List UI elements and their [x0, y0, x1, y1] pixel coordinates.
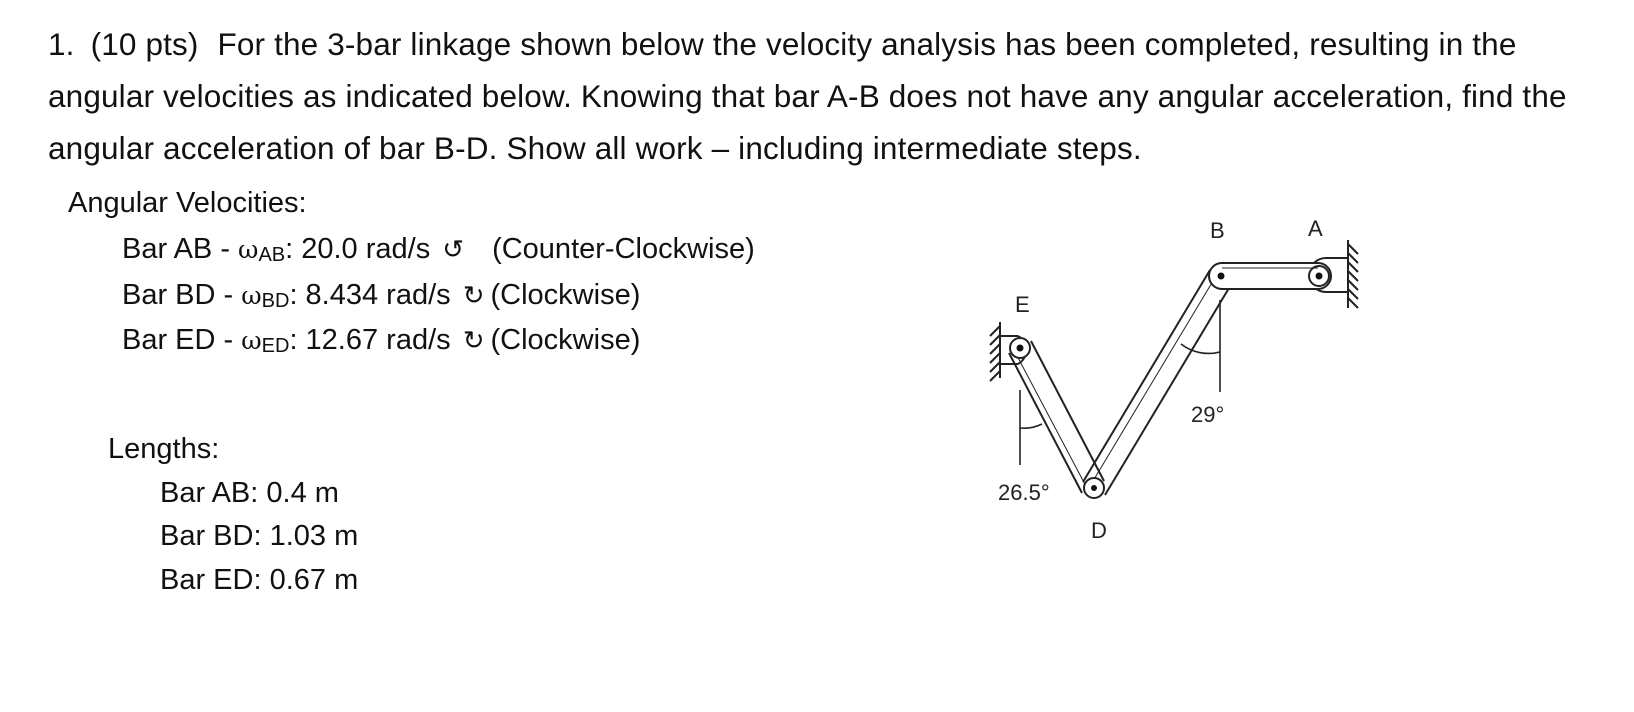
- velocity-value: : 20.0 rad/s: [285, 233, 431, 265]
- lengths-title: Lengths:: [108, 433, 220, 465]
- omega-symbol: ω: [238, 235, 259, 264]
- length-ed: Bar ED: 0.67 m: [160, 564, 359, 596]
- label-e: E: [1015, 292, 1030, 317]
- label-b: B: [1210, 218, 1225, 243]
- problem-text: For the 3-bar linkage shown below the velocity analysis has been completed, resulting in the angular velocities as indicated below. Knowing that bar A-B does not have any angular acceleration, find the angular acceleration of bar B-D. Show all work – including intermediate steps.: [48, 26, 1567, 166]
- omega-symbol: ω: [241, 326, 262, 355]
- angle-ed-label: 26.5°: [998, 480, 1050, 505]
- problem-points: (10 pts): [90, 26, 199, 62]
- velocity-direction: (Clockwise): [490, 324, 641, 356]
- velocity-value: : 8.434 rad/s: [289, 279, 451, 311]
- length-bd: Bar BD: 1.03 m: [160, 520, 359, 552]
- bar-bd: [1083, 270, 1232, 495]
- label-d: D: [1091, 518, 1107, 543]
- omega-subscript: AB: [258, 244, 286, 266]
- pin-e: [1010, 338, 1030, 358]
- velocity-row-ed: [122, 323, 640, 363]
- omega-subscript: ED: [261, 335, 290, 357]
- length-ab: Bar AB: 0.4 m: [160, 477, 339, 509]
- bar-ab: [1209, 263, 1331, 289]
- velocity-direction: (Counter-Clockwise): [492, 233, 755, 265]
- velocity-row-ab: [122, 232, 755, 272]
- label-a: A: [1308, 216, 1323, 241]
- velocity-row-bd: [122, 278, 640, 318]
- linkage-diagram: [998, 210, 1450, 590]
- bar-label: Bar ED -: [122, 324, 242, 356]
- clockwise-arrow-icon: ↻: [462, 281, 485, 311]
- angle-bd-label: 29°: [1191, 402, 1225, 427]
- pin-b: [1218, 273, 1225, 280]
- angular-velocities-title: Angular Velocities:: [68, 187, 307, 219]
- omega-subscript: BD: [261, 290, 290, 312]
- problem-statement: [48, 18, 1623, 174]
- counterclockwise-arrow-icon: ↺: [442, 235, 465, 265]
- velocity-value: : 12.67 rad/s: [289, 324, 451, 356]
- bar-label: Bar BD -: [122, 279, 242, 311]
- bar-label: Bar AB -: [122, 233, 239, 265]
- velocity-direction: (Clockwise): [490, 279, 641, 311]
- omega-symbol: ω: [241, 281, 262, 310]
- pin-d: [1084, 478, 1104, 498]
- angle-reference-ed: [1020, 390, 1042, 465]
- clockwise-arrow-icon: ↻: [462, 326, 485, 356]
- problem-number: 1.: [48, 26, 75, 62]
